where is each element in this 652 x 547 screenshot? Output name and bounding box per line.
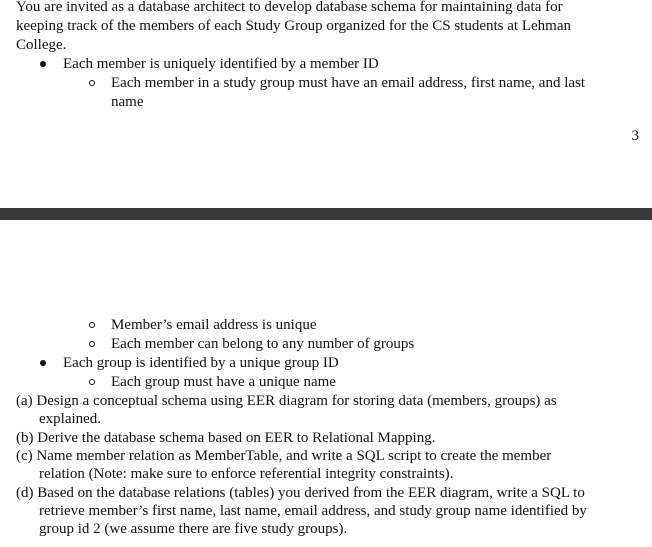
- intro-line-2: keeping track of the members of each Study Group organized for the CS students at Lehman: [16, 18, 571, 34]
- question-d-line-1: (d) Based on the database relations (tables) you derived from the EER diagram, write a SQL to: [16, 485, 585, 501]
- sub-bullet-email-unique: Member’s email address is unique: [111, 317, 317, 333]
- bullet-member-id: Each member is uniquely identified by a member ID: [63, 56, 379, 72]
- bullet-group-id: Each group is identified by a unique group ID: [63, 355, 339, 371]
- sub-bullet-member-attrs-line-2: name: [111, 94, 144, 110]
- question-c-line-1: (c) Name member relation as MemberTable, and write a SQL script to create the member: [16, 448, 552, 464]
- question-c-line-2: relation (Note: make sure to enforce referential integrity constraints).: [39, 466, 454, 482]
- bullet-dot-icon: [40, 360, 46, 366]
- bullet-circle-icon: [89, 322, 95, 328]
- bullet-circle-icon: [89, 80, 95, 86]
- question-d-line-3: group id 2 (we assume there are five study groups).: [39, 521, 348, 537]
- question-a-line-2: explained.: [39, 411, 102, 427]
- page-number: 3: [631, 128, 639, 144]
- sub-bullet-member-attrs-line-1: Each member in a study group must have an email address, first name, and last: [111, 75, 586, 91]
- page-break-divider: [0, 208, 652, 220]
- question-b-line-1: (b) Derive the database schema based on EER to Relational Mapping.: [16, 430, 436, 446]
- intro-line-1: You are invited as a database architect to develop database schema for maintaining data for: [16, 0, 563, 15]
- question-a-line-1: (a) Design a conceptual schema using EER diagram for storing data (members, groups) as: [16, 393, 557, 409]
- bullet-circle-icon: [89, 341, 95, 347]
- bullet-dot-icon: [40, 61, 46, 67]
- sub-bullet-group-name: Each group must have a unique name: [111, 374, 336, 390]
- question-d-line-2: retrieve member’s first name, last name, email address, and study group name identified by: [39, 503, 587, 519]
- intro-line-3: College.: [16, 37, 67, 53]
- bullet-circle-icon: [89, 379, 95, 385]
- sub-bullet-any-groups: Each member can belong to any number of groups: [111, 336, 415, 352]
